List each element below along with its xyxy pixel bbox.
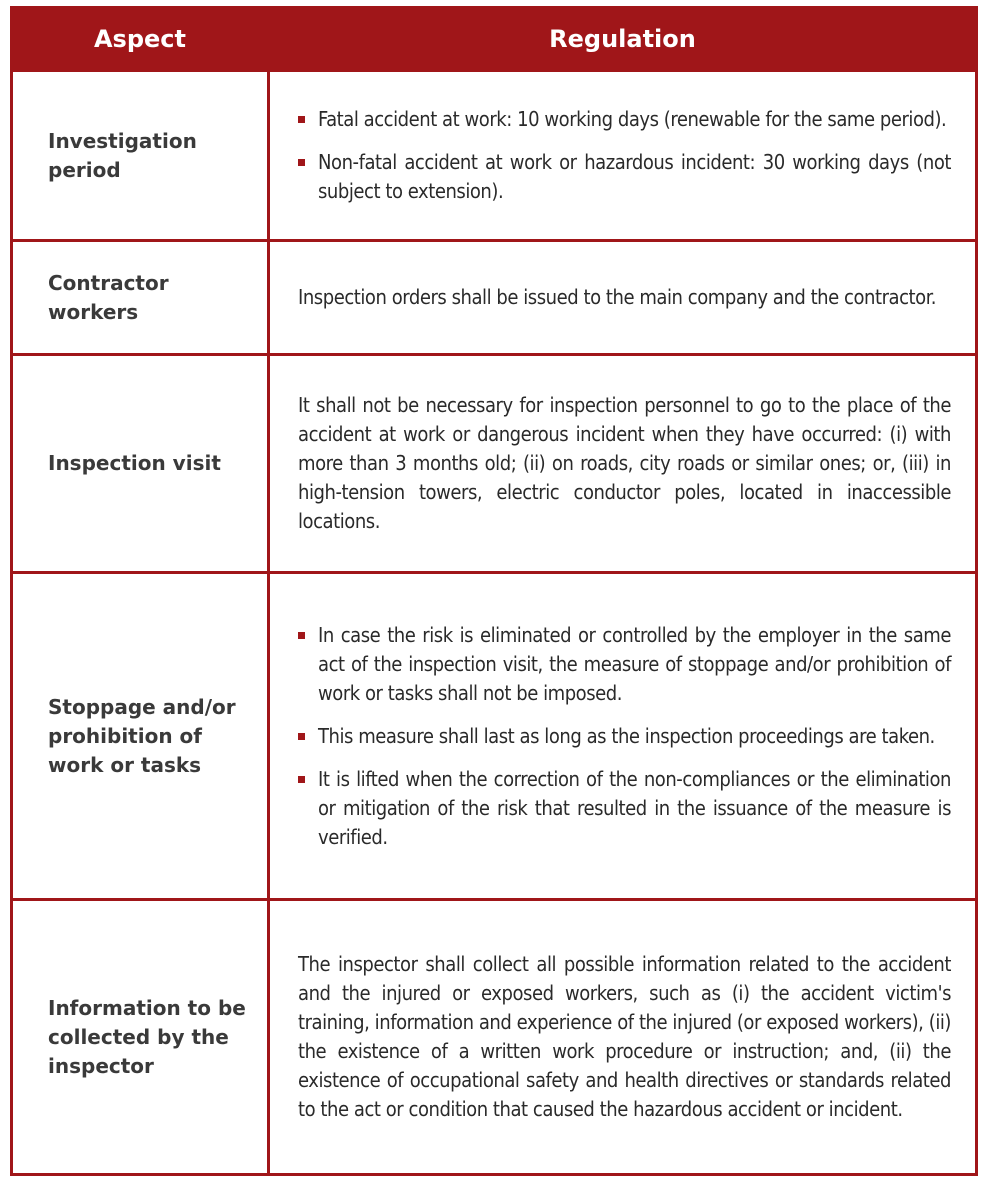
row-aspect-contractor-workers — [13, 242, 267, 353]
bullet-list — [298, 621, 951, 852]
aspect-label: Investigation period — [48, 128, 197, 182]
column-header-aspect: Aspect — [13, 9, 267, 69]
bullet-text: This measure shall last as long as the inspection proceedings are taken. — [318, 723, 935, 748]
bullet-text: Non-fatal accident at work or hazardous incident: 30 working days (not subject to extension). — [318, 150, 951, 203]
list-item — [298, 148, 951, 206]
aspect-label: Inspection visit — [48, 451, 221, 475]
row-regulation-information-collected — [270, 901, 975, 1173]
regulation-text: It shall not be necessary for inspection personnel to go to the place of the accident at work or dangerous incident when they have occurred: (i) with more than 3 months old; (ii) on roads, city roads or similar ones; or, (iii) in high-tension towers, electric conductor poles, located in inaccessible locations. — [298, 393, 951, 533]
row-regulation-stoppage — [270, 574, 975, 898]
list-item — [298, 621, 951, 708]
square-bullet-icon — [298, 733, 305, 740]
list-item — [298, 105, 951, 134]
aspect-label: Contractor workers — [48, 270, 169, 324]
row-aspect-information-collected — [13, 901, 267, 1173]
square-bullet-icon — [298, 116, 305, 123]
bullet-text: It is lifted when the correction of the non-compliances or the elimination or mitigation of the risk that resulted in the issuance of the measure is verified. — [318, 766, 951, 849]
list-item — [298, 722, 951, 751]
row-regulation-investigation-period — [270, 72, 975, 239]
row-aspect-inspection-visit — [13, 356, 267, 571]
row-regulation-contractor-workers — [270, 242, 975, 353]
row-aspect-stoppage — [13, 574, 267, 898]
square-bullet-icon — [298, 632, 305, 639]
bullet-text: In case the risk is eliminated or controlled by the employer in the same act of the inspection visit, the measure of stoppage and/or prohibition of work or tasks shall not be imposed. — [318, 622, 951, 705]
regulation-table — [10, 6, 978, 1176]
square-bullet-icon — [298, 159, 305, 166]
regulation-text: The inspector shall collect all possible information related to the accident and the injured or exposed workers, such as (i) the accident victim's training, information and experience of the injured (or exposed workers), (ii) the existence of a written work procedure or instruction; and, (ii) the existence of occupational safety and health directives or standards related to the act or condition that caused the hazardous accident or incident. — [298, 952, 951, 1121]
aspect-label: Stoppage and/or prohibition of work or tasks — [48, 694, 236, 777]
square-bullet-icon — [298, 776, 305, 783]
bullet-text: Fatal accident at work: 10 working days (renewable for the same period). — [318, 107, 947, 131]
row-aspect-investigation-period — [13, 72, 267, 239]
bullet-list — [298, 105, 951, 206]
aspect-label: Information to be collected by the inspector — [48, 995, 246, 1078]
column-header-regulation: Regulation — [270, 9, 975, 69]
row-regulation-inspection-visit — [270, 356, 975, 571]
regulation-text: Inspection orders shall be issued to the main company and the contractor. — [298, 285, 937, 309]
list-item — [298, 765, 951, 852]
